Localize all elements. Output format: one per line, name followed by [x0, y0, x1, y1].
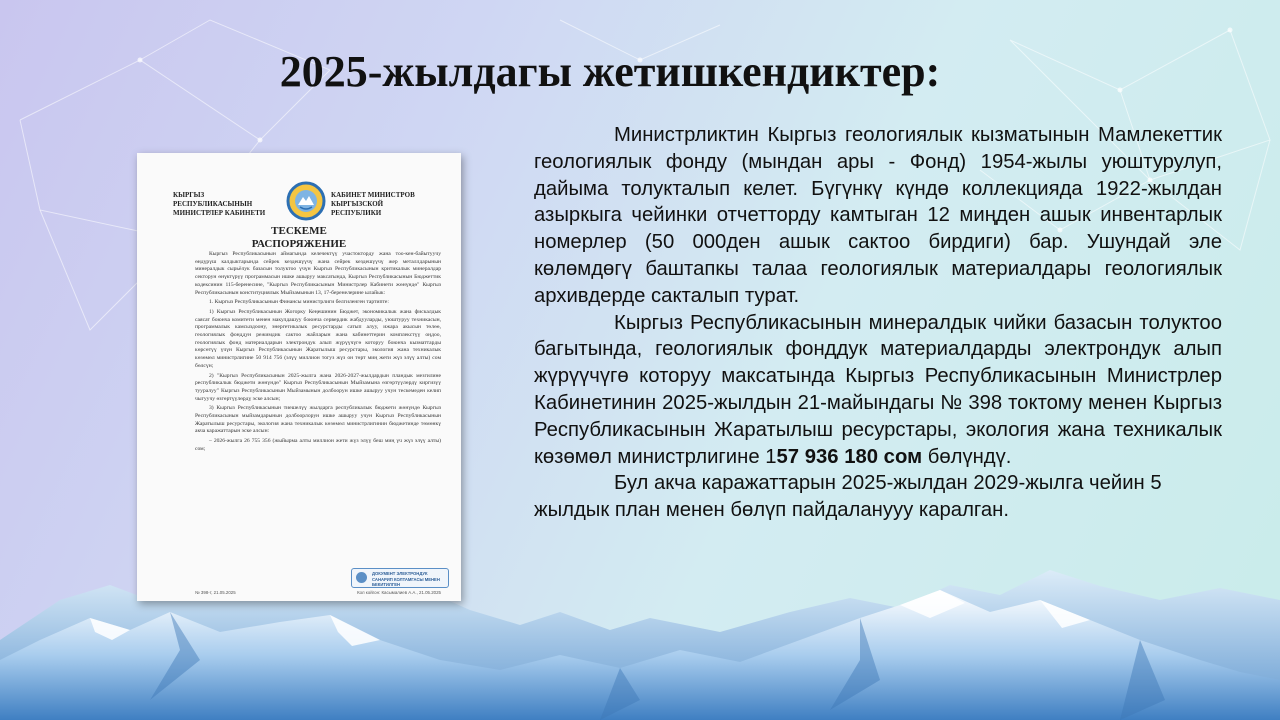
document-paragraph: Кыргыз Республикасынын аймагында келечектүү участокторду жана тоо-кен-байытуучу өндүрүш калдыктарында сейрек кездешүүчү жана сейрек кездешүүчү жер металлдарынын минералдык сырьёлук базасын толуктоо үчүн Кыргыз Республикасынын критикалык минералдар секторун өнүктүрүү программасын ишке ашыруу максатында, Кыргыз Республикасынын Бюджеттик кодексинин 115-беренесине, "Кыргыз Республикасынын Министрлер Кабинети жөнүндө" Кыргыз Республикасынын конституциялык Мыйзамынын 13, 17-беренелерине ылайык: — [195, 251, 441, 296]
document-footer-number: № 398-т, 21.05.2025 — [195, 590, 236, 595]
document-org-right: КАБИНЕТ МИНИСТРОВ КЫРГЫЗСКОЙ РЕСПУБЛИКИ — [331, 191, 415, 217]
document-paragraph: – 2026-жылга 26 755 356 (жыйырма алты миллион жети жүз элүү беш миң үч жүз элүү алты) сом; — [195, 438, 441, 452]
document-title — [137, 225, 461, 251]
paragraph-funding — [534, 310, 1222, 471]
funding-amount: 57 936 180 сом — [776, 445, 923, 468]
document-footer-signer: Кол койгон: Касымалиев А.А., 21.05.2025 — [357, 590, 441, 595]
slide-title: 2025-жылдагы жетишкендиктер: — [279, 47, 941, 96]
document-title-ru: РАСПОРЯЖЕНИЕ — [251, 238, 347, 250]
decree-document-image — [137, 153, 461, 601]
document-paragraph: 3) Кыргыз Республикасынын тиешелүү жылдарга республикалык бюджети жөнүндө Кыргыз Республикасынын мыйзамдарынын долбоорлорун ишке ашыруу учун Кыргыз Республикасынын Жаратылыш ресурстары, экология жана техникалык көзөмөл министрлигинин бюджетинде төмөнкү акча каражаттарын эске алсын: — [195, 405, 441, 435]
stamp-text: ДОКУМЕНТ ЭЛЕКТРОНДУК САНАРИП КОЛТАМГАСЫ МЕНЕН БЕКИТИЛГЕН — [372, 571, 440, 587]
funding-text-start: Кыргыз Республикасынын минералдык чийки базасын толуктоо багытында, геологиялык фонддук материалдарды электрондук алып жүрүүчүгө которуу максатында Кыргыз Республикасынын Министрлер Кабинетинин 2025-жылдын 21-майындагы № 398 токтому менен Кыргыз Республикасынын Жаратылыш ресурстары, экология жана техникалык көзөмөл министрлигине 1 — [534, 311, 1222, 468]
document-title-kg: ТЕСКЕМЕ — [271, 225, 327, 237]
main-text — [534, 122, 1222, 524]
digital-signature-stamp — [351, 568, 449, 588]
paragraph-fund-history: Министрликтин Кыргыз геологиялык кызматынын Мамлекеттик геологиялык фонду (мындан ары - Фонд) 1954-жылы уюштурулуп, дайыма толукталып келет. Бүгүнкү күндө коллекцияда 1922-жылдан азыркыга чейинки отчетторду камтыган 12 миңден ашык инвентарлык номерлер (50 000ден ашык сактоо бирдиги) бар. Ушундай эле көлөмдөгү баштапкы талаа геологиялык материалдары геологиялык архивдерде сакталып турат. — [534, 124, 1222, 307]
document-paragraph: 1. Кыргыз Республикасынын Финансы министрлиги белгиленген тартипте: — [209, 299, 389, 306]
document-org-left: КЫРГЫЗ РЕСПУБЛИКАСЫНЫН МИНИСТРЛЕР КАБИНЕТИ — [173, 191, 266, 217]
paragraph-plan: Бул акча каражаттарын 2025-жылдан 2029-жылга чейин 5 жылдык план менен бөлүп пайдаланууу каралган. — [534, 472, 1162, 522]
document-body — [195, 251, 441, 569]
stamp-seal-icon — [356, 572, 367, 583]
document-paragraph: 2) "Кыргыз Республикасынын 2025-жылга жана 2026-2027-жылдардын пландык мезгилине республикалык бюджети жөнүндө" Кыргыз Республикасынын Мыйзамына өзгөртүүлөрдү киргизүү тууралуу" Кыргыз Республикасынын Мыйзамынын долбоорун ишке ашыруу учун тескемеден келип чыгуучу өзгөртүүлөрдү эске алсын; — [195, 372, 441, 402]
document-paragraph: 1) Кыргыз Республикасынын Жогорку Кеңешинин Бюджет, экономикалык жана фискалдык саясат боюнча комитети менен макулдашуу боюнча сервердик жабдууларды, уюштуруу техникасын, программалык камсыздоону, энергетикалык ресурстарды сатып алуу, ижара акысын төлөө, геологиялык фонддун режимдик сактоо жайларын жана кабинеттерин комплекстүү оңдоо, геологиялык фонд материалдарын электрондук алып жүрүүчүгө которуу боюнча кызматтарды көрсөтүү үчүн Кыргыз Республикасынын Жаратылыш ресурстары, экология жана техникалык көзөмөл министрлигине 50 914 756 (элүү миллион тогуз жүз он төрт миң жети жүз элүү алты) сом бөлсүн; — [195, 308, 441, 369]
document-header — [167, 181, 431, 221]
state-emblem-icon — [286, 181, 326, 221]
funding-text-end: бөлүндү. — [922, 445, 1012, 468]
